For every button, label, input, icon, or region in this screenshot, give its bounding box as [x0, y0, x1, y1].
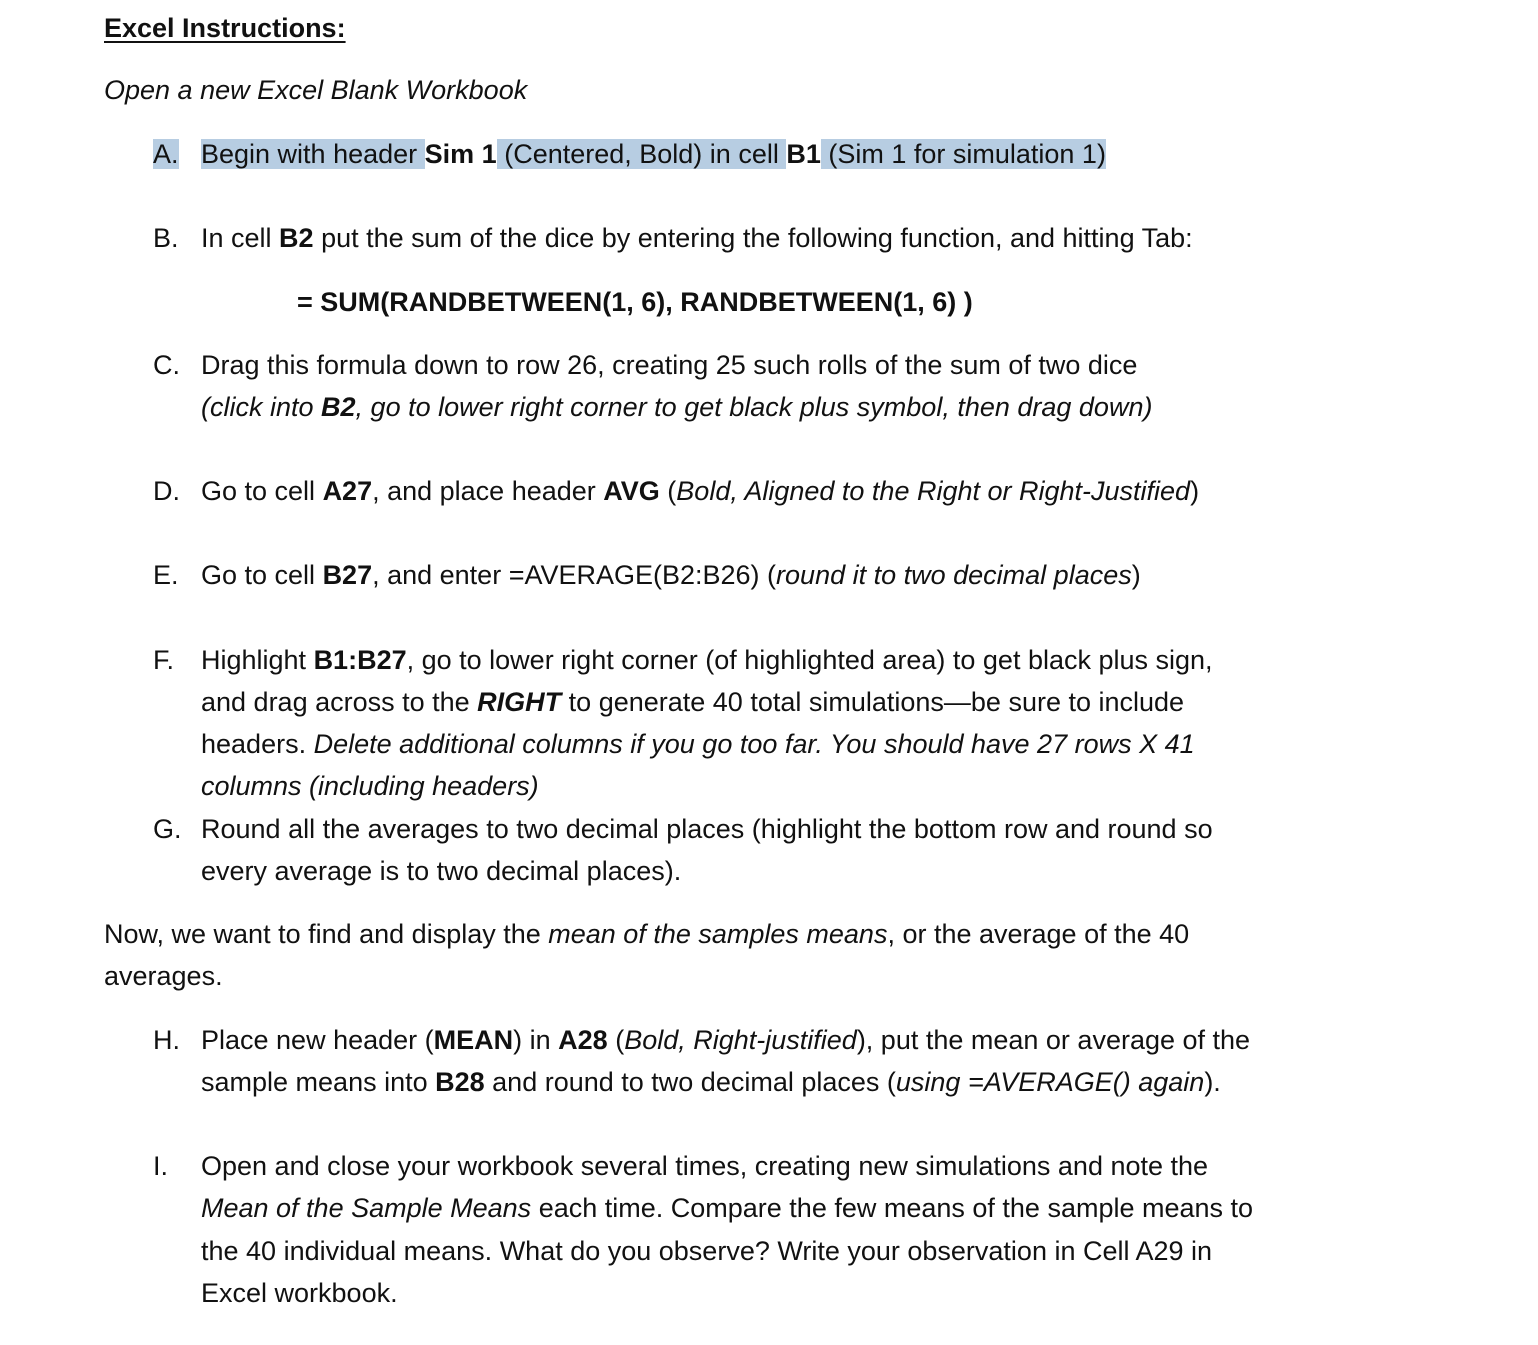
- formula-line: = SUM(RANDBETWEEN(1, 6), RANDBETWEEN(1, 6) ): [297, 287, 973, 317]
- list-marker-i: I.: [153, 1151, 169, 1181]
- item-i-line-1: Open and close your workbook several times, creating new simulations and note the: [201, 1151, 1209, 1181]
- item-h-bold-1: MEAN: [433, 1025, 514, 1055]
- item-c-italic-2: , go to lower right corner to get black plus symbol, then drag down): [355, 392, 1153, 422]
- item-h-text-3: (: [607, 1025, 625, 1055]
- item-d-italic-1: Bold, Aligned to the Right or Right-Justified: [676, 476, 1191, 506]
- list-marker-c: C.: [153, 350, 180, 380]
- list-marker-a-text: A.: [153, 139, 179, 169]
- item-e-text-1: Go to cell: [201, 560, 323, 590]
- item-f-line-3: [201, 726, 1195, 762]
- item-d-text-2: , and place header: [372, 476, 604, 506]
- item-h-italic-1: Bold, Right-justified: [624, 1025, 857, 1055]
- list-marker-a: [153, 136, 179, 172]
- item-h-italic-2: using =AVERAGE() again: [895, 1067, 1205, 1097]
- item-c-bold-italic: B2: [321, 392, 356, 422]
- item-h-bold-2: A28: [558, 1025, 608, 1055]
- item-i-line-4: Excel workbook.: [201, 1278, 398, 1308]
- item-h-text-2: ) in: [513, 1025, 559, 1055]
- item-f-text-5: headers.: [201, 729, 314, 759]
- item-b-text-1: In cell: [201, 223, 280, 253]
- item-g-line-1: Round all the averages to two decimal places (highlight the bottom row and round so: [201, 814, 1213, 844]
- item-f-bold-1: B1:B27: [313, 645, 407, 675]
- item-a-bold-1: Sim 1: [424, 139, 497, 169]
- item-f-text-4: to generate 40 total simulations—be sure to include: [561, 687, 1185, 717]
- item-g-line-2: every average is to two decimal places).: [201, 856, 682, 886]
- item-c-line-2: [201, 389, 1152, 425]
- list-marker-e: E.: [153, 560, 179, 590]
- item-h-text-1: Place new header (: [201, 1025, 434, 1055]
- item-d-bold-1: A27: [322, 476, 373, 506]
- item-f-bold-italic: RIGHT: [477, 687, 562, 717]
- item-b-text-2: put the sum of the dice by entering the following function, and hitting Tab:: [313, 223, 1193, 253]
- item-h-text-6: and round to two decimal places (: [484, 1067, 896, 1097]
- item-h-line-1: [201, 1022, 1250, 1058]
- item-d-bold-2: AVG: [603, 476, 660, 506]
- paragraph-text-1: Now, we want to find and display the: [104, 919, 549, 949]
- item-i-line-3: the 40 individual means. What do you observe? Write your observation in Cell A29 in: [201, 1236, 1213, 1266]
- list-marker-d: D.: [153, 476, 180, 506]
- item-f-line-4: [201, 768, 539, 804]
- item-h-line-2: [201, 1064, 1221, 1100]
- item-f-italic-1: Delete additional columns if you go too far. You should have 27 rows X 41: [313, 729, 1195, 759]
- item-i-line-2: [201, 1190, 1253, 1226]
- item-h-bold-3: B28: [435, 1067, 485, 1097]
- list-item-d-text: [201, 473, 1199, 509]
- list-marker-f: F.: [153, 645, 175, 675]
- document-subtitle: Open a new Excel Blank Workbook: [104, 75, 528, 105]
- item-f-text-1: Highlight: [201, 645, 314, 675]
- item-d-text-3: (: [659, 476, 677, 506]
- list-marker-b: B.: [153, 223, 179, 253]
- item-c-line-1: Drag this formula down to row 26, creating 25 such rolls of the sum of two dice: [201, 350, 1138, 380]
- list-marker-g: G.: [153, 814, 182, 844]
- item-h-text-7: ).: [1204, 1067, 1221, 1097]
- list-item-a-text: [201, 136, 1106, 172]
- paragraph-text-2: , or the average of the 40: [887, 919, 1190, 949]
- item-e-italic-1: round it to two decimal places: [776, 560, 1132, 590]
- item-f-italic-2: columns (including headers): [201, 771, 539, 801]
- paragraph-line-1: [104, 913, 1189, 955]
- item-e-text-2: , and enter =AVERAGE(B2:B26) (: [372, 560, 777, 590]
- item-f-text-2: , go to lower right corner (of highlighted area) to get black plus sign,: [406, 645, 1213, 675]
- item-h-text-4: ), put the mean or average of the: [856, 1025, 1251, 1055]
- item-e-bold-1: B27: [322, 560, 373, 590]
- item-f-text-3: and drag across to the: [201, 687, 478, 717]
- item-a-text-3: (Sim 1 for simulation 1): [820, 139, 1106, 169]
- item-i-italic-1: Mean of the Sample Means: [201, 1193, 532, 1223]
- paragraph-line-2: averages.: [104, 961, 223, 991]
- item-d-text-1: Go to cell: [201, 476, 323, 506]
- paragraph-italic-1: mean of the samples means: [548, 919, 888, 949]
- document-title: Excel Instructions:: [104, 13, 346, 43]
- item-c-italic-1: (click into: [201, 392, 322, 422]
- item-a-bold-2: B1: [786, 139, 821, 169]
- item-d-text-4: ): [1190, 476, 1200, 506]
- item-i-text-1: each time. Compare the few means of the sample means to: [531, 1193, 1254, 1223]
- list-item-b-text: [201, 220, 1193, 256]
- item-a-text-2: (Centered, Bold) in cell: [496, 139, 787, 169]
- list-marker-h: H.: [153, 1025, 180, 1055]
- item-f-line-2: [201, 684, 1184, 720]
- item-h-text-5: sample means into: [201, 1067, 436, 1097]
- item-f-line-1: [201, 642, 1213, 678]
- item-b-bold-1: B2: [279, 223, 314, 253]
- list-item-e-text: [201, 557, 1141, 593]
- item-a-text-1: Begin with header: [201, 139, 425, 169]
- item-e-text-3: ): [1131, 560, 1141, 590]
